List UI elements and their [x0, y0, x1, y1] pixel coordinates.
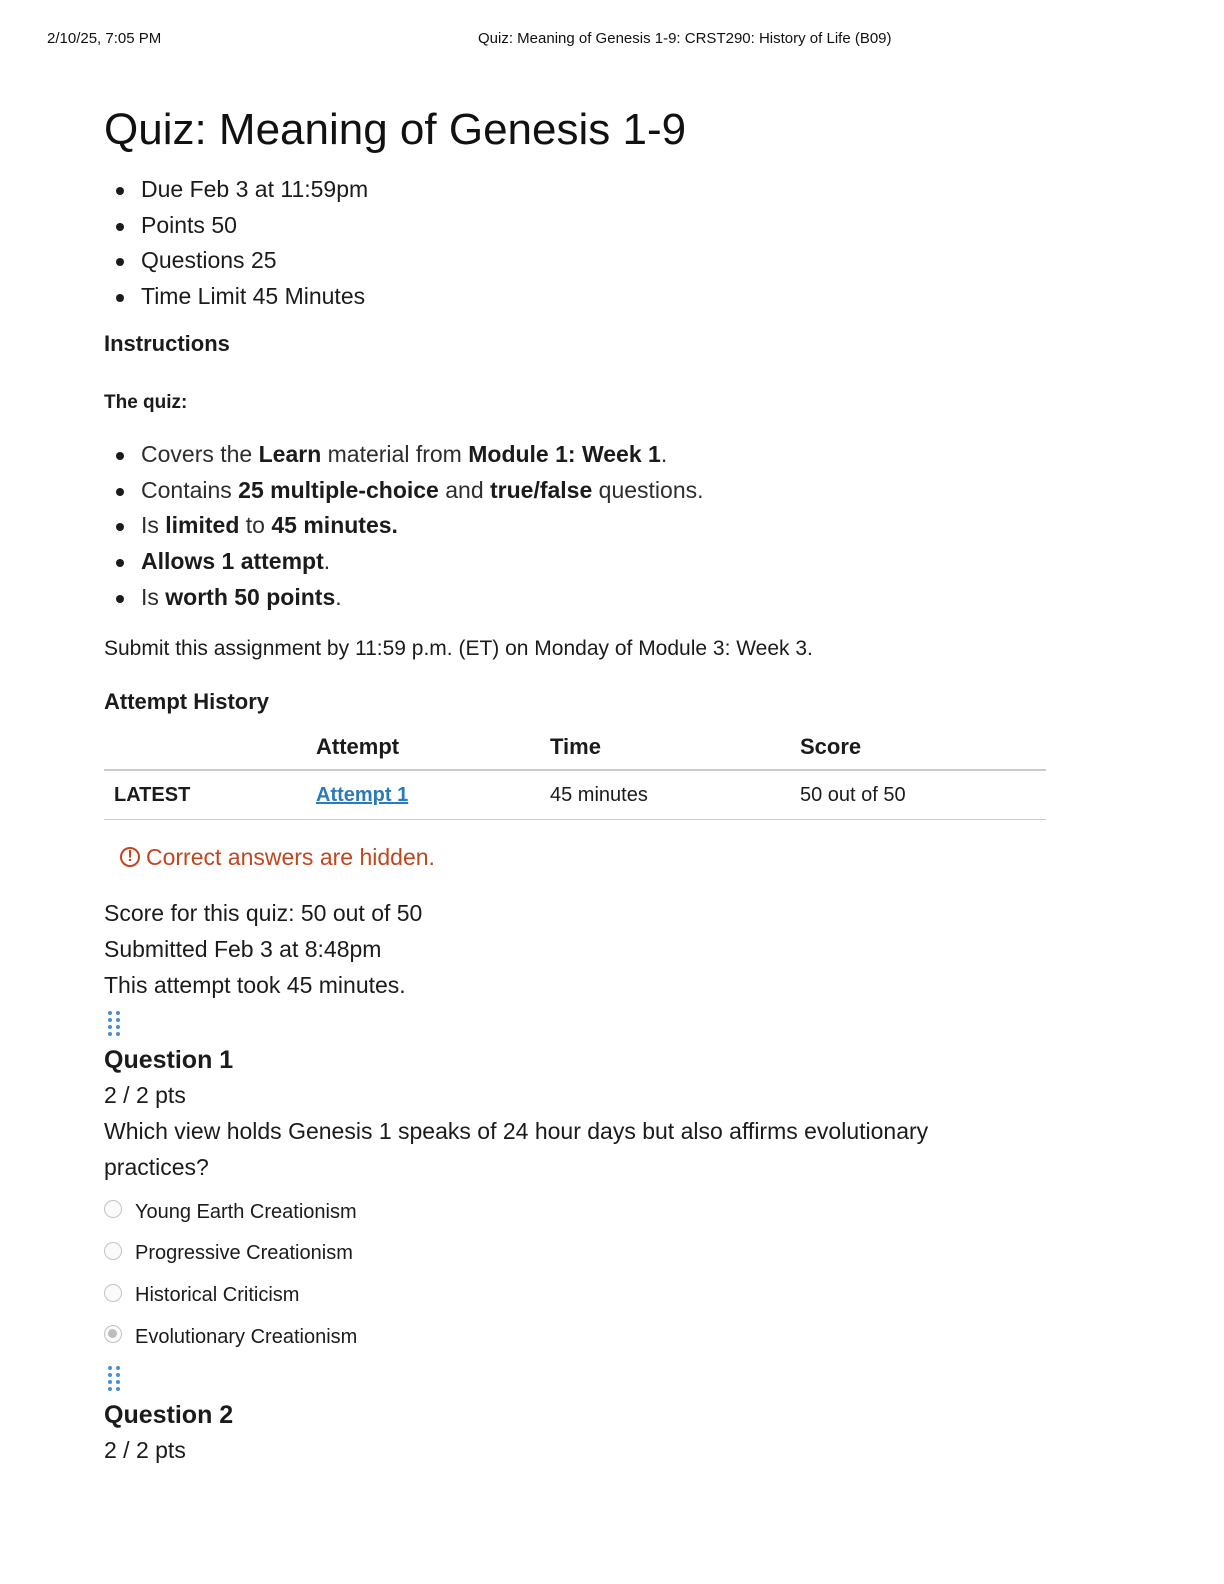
instructions-subheading: The quiz: [104, 391, 188, 413]
attempt-history-heading: Attempt History [104, 689, 270, 715]
instruction-item: Is limited to 45 minutes. [104, 508, 1064, 544]
column-header-label [104, 725, 306, 770]
submit-deadline-note: Submit this assignment by 11:59 p.m. (ET) on Monday of Module 3: Week 3. [104, 637, 813, 661]
quiz-content [104, 100, 1064, 1468]
attempt-1-link[interactable]: Attempt 1 [316, 783, 409, 806]
warning-icon: ! [120, 847, 140, 867]
print-datetime: 2/10/25, 7:05 PM [47, 30, 162, 47]
radio-button[interactable] [104, 1200, 122, 1218]
question-1-points: 2 / 2 pts [104, 1082, 186, 1109]
page-title: Quiz: Meaning of Genesis 1-9 [104, 105, 687, 154]
question-2-points: 2 / 2 pts [104, 1437, 186, 1464]
instructions-heading: Instructions [104, 330, 230, 356]
instructions-list [104, 437, 1064, 616]
question-1-title: Question 1 [104, 1046, 234, 1075]
score-summary [104, 896, 1064, 1003]
column-header-score: Score [790, 725, 1046, 770]
answer-option [104, 1275, 1064, 1317]
drag-handle-icon[interactable] [108, 1366, 124, 1392]
drag-handle-icon[interactable] [108, 1011, 124, 1037]
attempt-cell [306, 770, 540, 820]
question-1-answers [104, 1191, 1064, 1358]
instruction-item: Covers the Learn material from Module 1: Week 1. [104, 437, 1064, 473]
print-page-title: Quiz: Meaning of Genesis 1-9: CRST290: History of Life (B09) [478, 30, 892, 47]
quiz-score: Score for this quiz: 50 out of 50 [104, 900, 423, 927]
radio-button[interactable] [104, 1284, 122, 1302]
answer-option [104, 1191, 1064, 1233]
answer-label: Young Earth Creationism [135, 1200, 357, 1223]
answer-label: Evolutionary Creationism [135, 1325, 358, 1348]
meta-due: Due Feb 3 at 11:59pm [104, 172, 1064, 208]
radio-button-selected[interactable] [104, 1325, 122, 1343]
score-cell: 50 out of 50 [790, 770, 1046, 820]
instruction-item: Contains 25 multiple-choice and true/false questions. [104, 473, 1064, 509]
table-row [104, 770, 1046, 820]
notice-text: Correct answers are hidden. [146, 844, 435, 871]
question-1-text: Which view holds Genesis 1 speaks of 24 hour days but also affirms evolutionary practices? [104, 1118, 929, 1181]
question-2-title: Question 2 [104, 1401, 234, 1430]
quiz-meta-list [104, 172, 1064, 315]
latest-label: LATEST [104, 770, 306, 820]
meta-questions: Questions 25 [104, 243, 1064, 279]
radio-button[interactable] [104, 1242, 122, 1260]
answer-label: Progressive Creationism [135, 1242, 353, 1265]
print-header [47, 30, 1177, 50]
time-cell: 45 minutes [540, 770, 790, 820]
column-header-time: Time [540, 725, 790, 770]
meta-points: Points 50 [104, 208, 1064, 244]
answer-label: Historical Criticism [135, 1284, 300, 1307]
answer-option [104, 1233, 1064, 1275]
column-header-attempt: Attempt [306, 725, 540, 770]
table-header-row [104, 725, 1046, 770]
attempt-duration: This attempt took 45 minutes. [104, 971, 406, 998]
instruction-item: Is worth 50 points. [104, 580, 1064, 616]
answer-option-selected [104, 1317, 1064, 1359]
correct-answers-hidden-notice [120, 842, 1064, 872]
attempt-history-table [104, 725, 1046, 820]
instruction-item: Allows 1 attempt. [104, 544, 1064, 580]
meta-time-limit: Time Limit 45 Minutes [104, 279, 1064, 315]
submitted-time: Submitted Feb 3 at 8:48pm [104, 936, 382, 963]
